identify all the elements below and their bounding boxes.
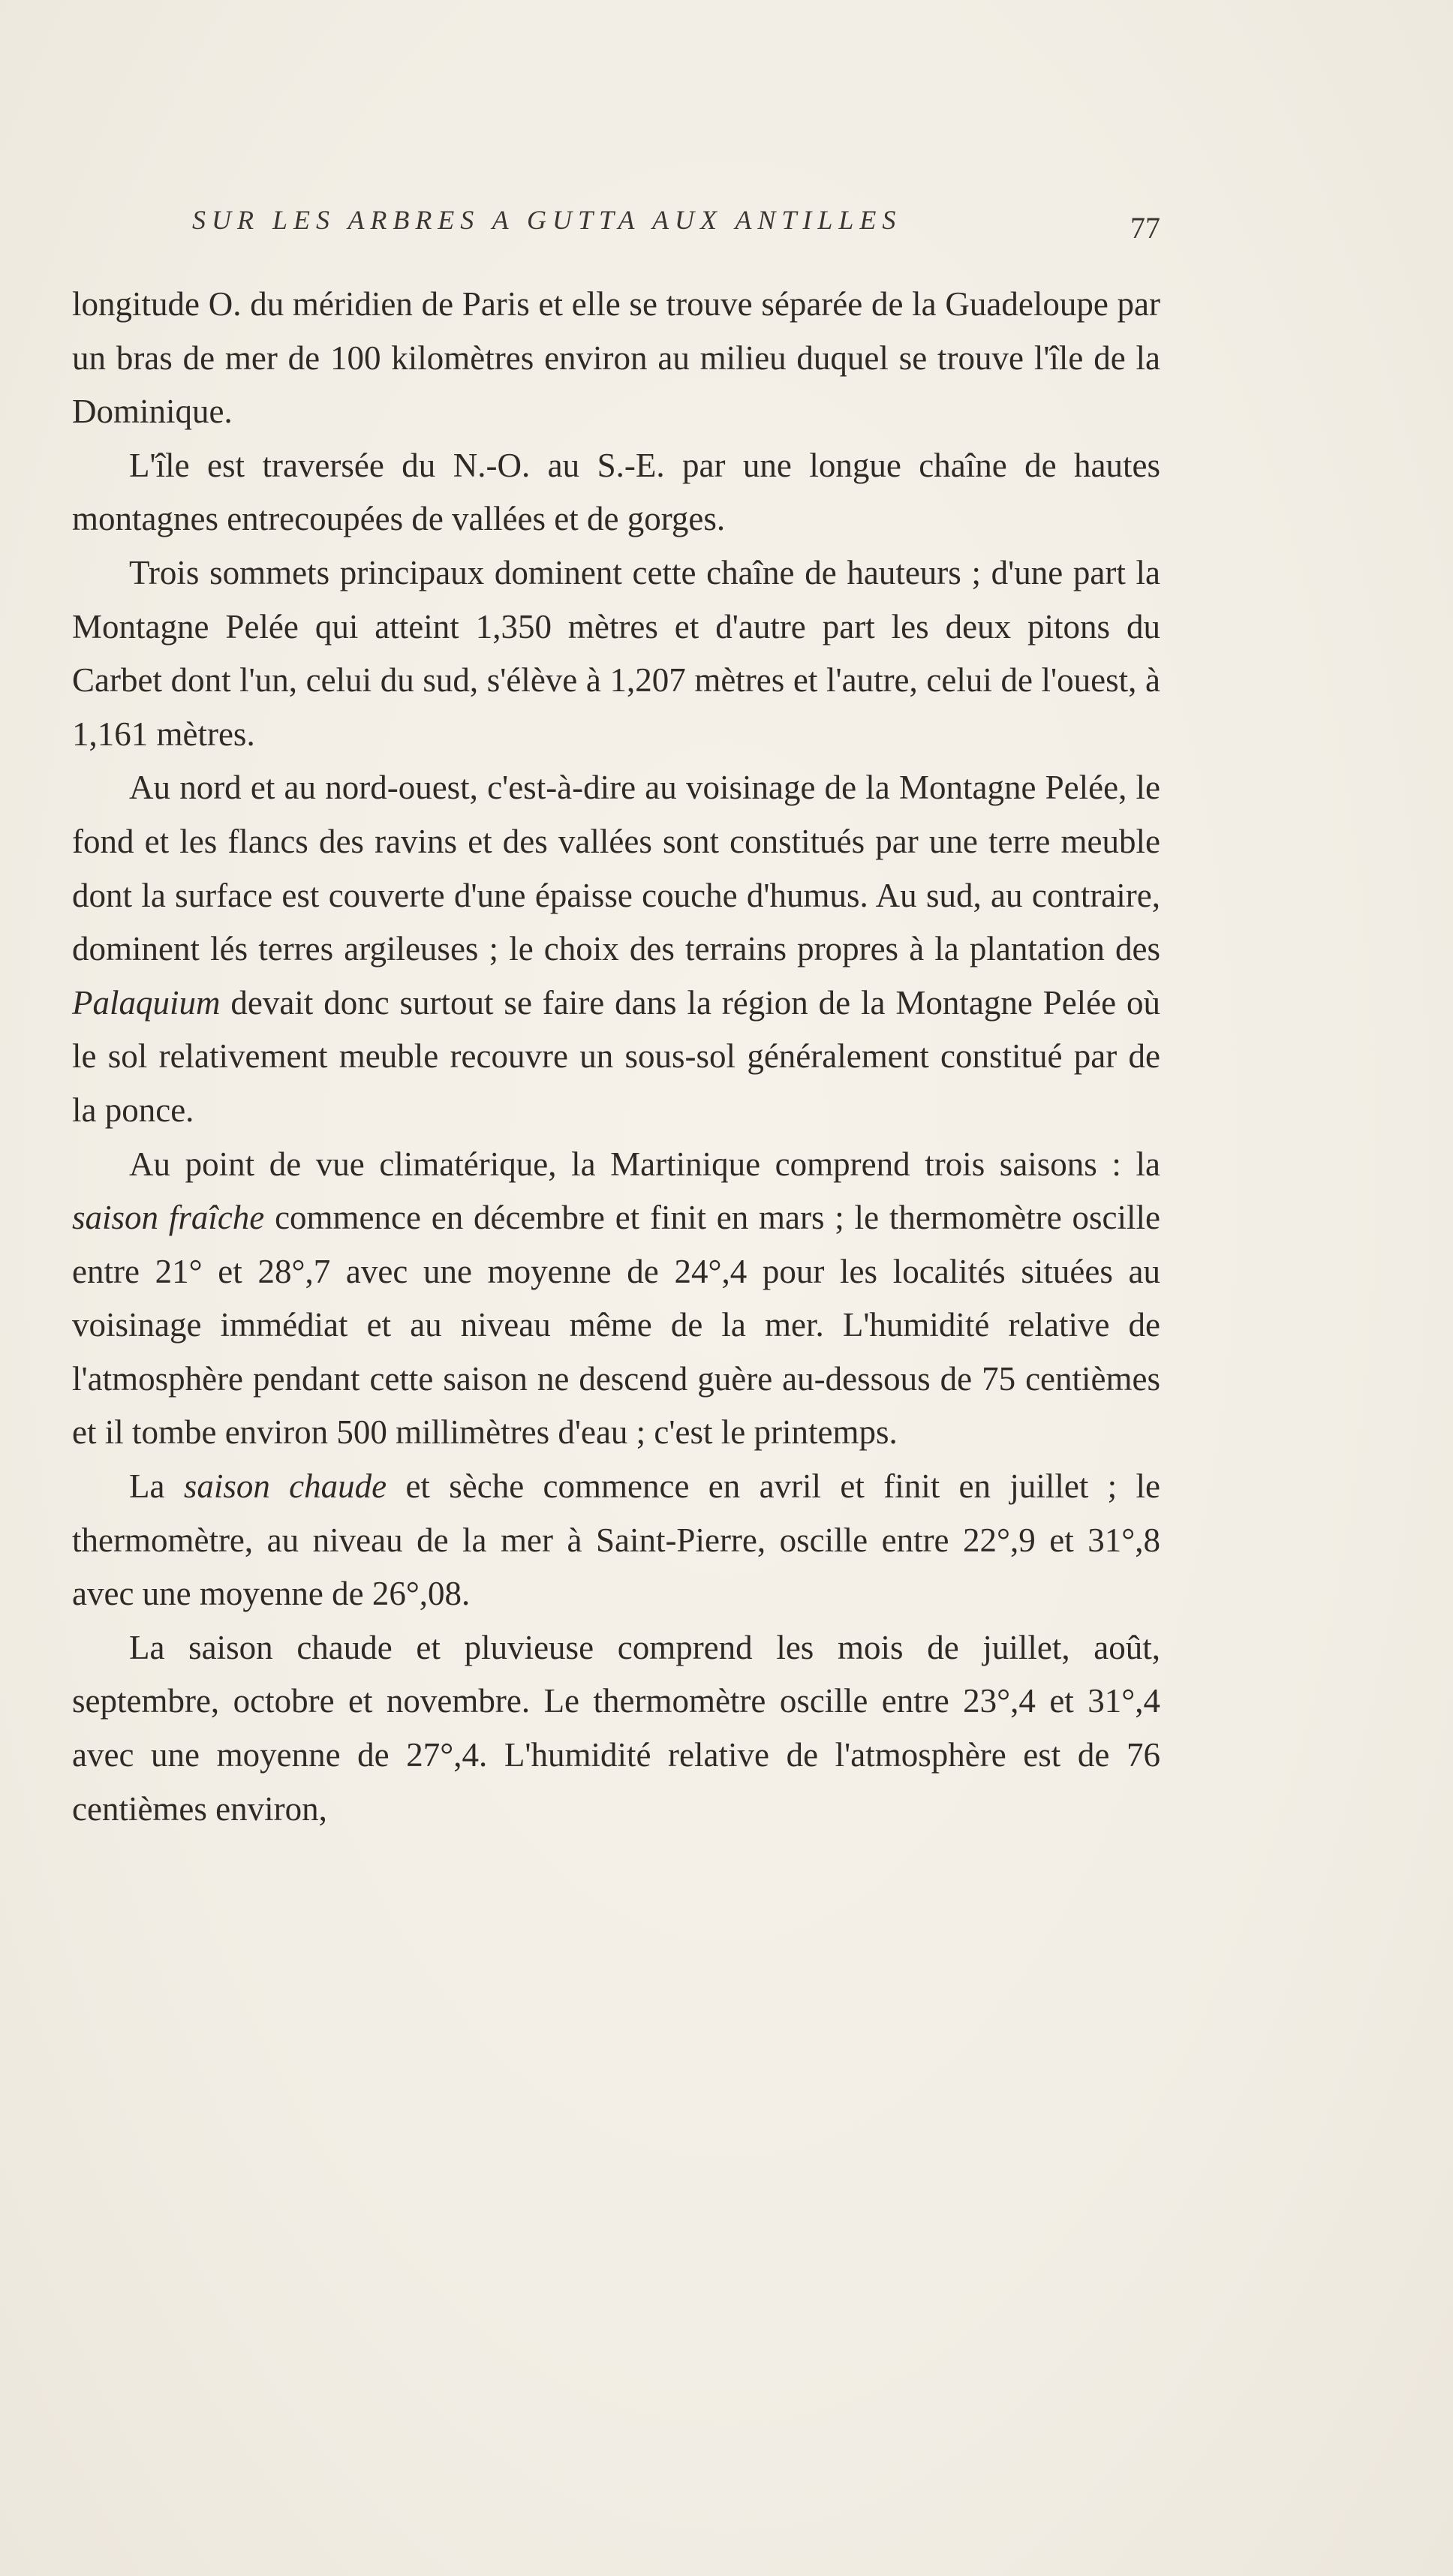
paragraph-6	[72, 1460, 1160, 1621]
running-title: SUR LES ARBRES A GUTTA AUX ANTILLES	[192, 205, 902, 235]
italic-season-name: saison fraîche	[72, 1199, 265, 1237]
paragraph-5	[72, 1138, 1160, 1461]
paragraph-text: La saison chaude et pluvieuse comprend les mois de juillet, août, septembre, octobre et novembre. Le thermomètre oscille entre 23°,4 et 31°,4 avec une moyenne de 27°,4. L'humidité relative de l'atmosphère est de 76 centièmes environ,	[72, 1628, 1160, 1828]
paragraph-text: Au nord et au nord-ouest, c'est-à-dire au voisinage de la Montagne Pelée, le fond et les flancs des ravins et des vallées sont constitués par une terre meuble dont la surface est couverte d'une épaisse couche d'humus. Au sud, au contraire, dominent lés terres argileuses ; le choix des terrains propres à la plantation des	[72, 769, 1160, 968]
paragraph-text: L'île est traversée du N.-O. au S.-E. par une longue chaîne de hautes montagnes entrecoupées de vallées et de gorges.	[72, 446, 1160, 538]
paragraph-text: et sèche commence en avril et finit en juillet ; le thermomètre, au niveau de la mer à Saint-Pierre, oscille entre 22°,9 et 31°,8 avec une moyenne de 26°,08.	[72, 1467, 1160, 1613]
paragraph-text: Trois sommets principaux dominent cette chaîne de hauteurs ; d'une part la Montagne Pelée qui atteint 1,350 mètres et d'autre part les deux pitons du Carbet dont l'un, celui du sud, s'élève à 1,207 mètres et l'autre, celui de l'ouest, à 1,161 mètres.	[72, 553, 1160, 753]
paragraph-text: longitude O. du méridien de Paris et elle se trouve séparée de la Guadeloupe par un bras de mer de 100 kilomètres environ au milieu duquel se trouve l'île de la Dominique.	[72, 285, 1160, 431]
page-number: 77	[1130, 211, 1160, 245]
body-text	[72, 278, 1160, 1836]
paragraph-4	[72, 761, 1160, 1137]
paragraph-7	[72, 1621, 1160, 1836]
paragraph-1	[72, 278, 1160, 439]
paragraph-3	[72, 546, 1160, 761]
paragraph-2	[72, 439, 1160, 546]
paragraph-text: Au point de vue climatérique, la Martinique comprend trois saisons : la	[129, 1145, 1160, 1183]
italic-season-name: saison chaude	[183, 1467, 387, 1506]
paragraph-text: La	[129, 1467, 184, 1506]
italic-genus-name: Palaquium	[72, 983, 221, 1022]
paragraph-text: commence en décembre et finit en mars ; le thermomètre oscille entre 21° et 28°,7 avec une moyenne de 24°,4 pour les localités situées au voisinage immédiat et au niveau même de la mer. L'humidité relative de l'atmosphère pendant cette saison ne descend guère au-dessous de 75 centièmes et il tombe environ 500 millimètres d'eau ; c'est le printemps.	[72, 1199, 1160, 1452]
paragraph-text: devait donc surtout se faire dans la région de la Montagne Pelée où le sol relativement meuble recouvre un sous-sol généralement constitué par de la ponce.	[72, 983, 1160, 1129]
running-header	[72, 201, 1160, 245]
